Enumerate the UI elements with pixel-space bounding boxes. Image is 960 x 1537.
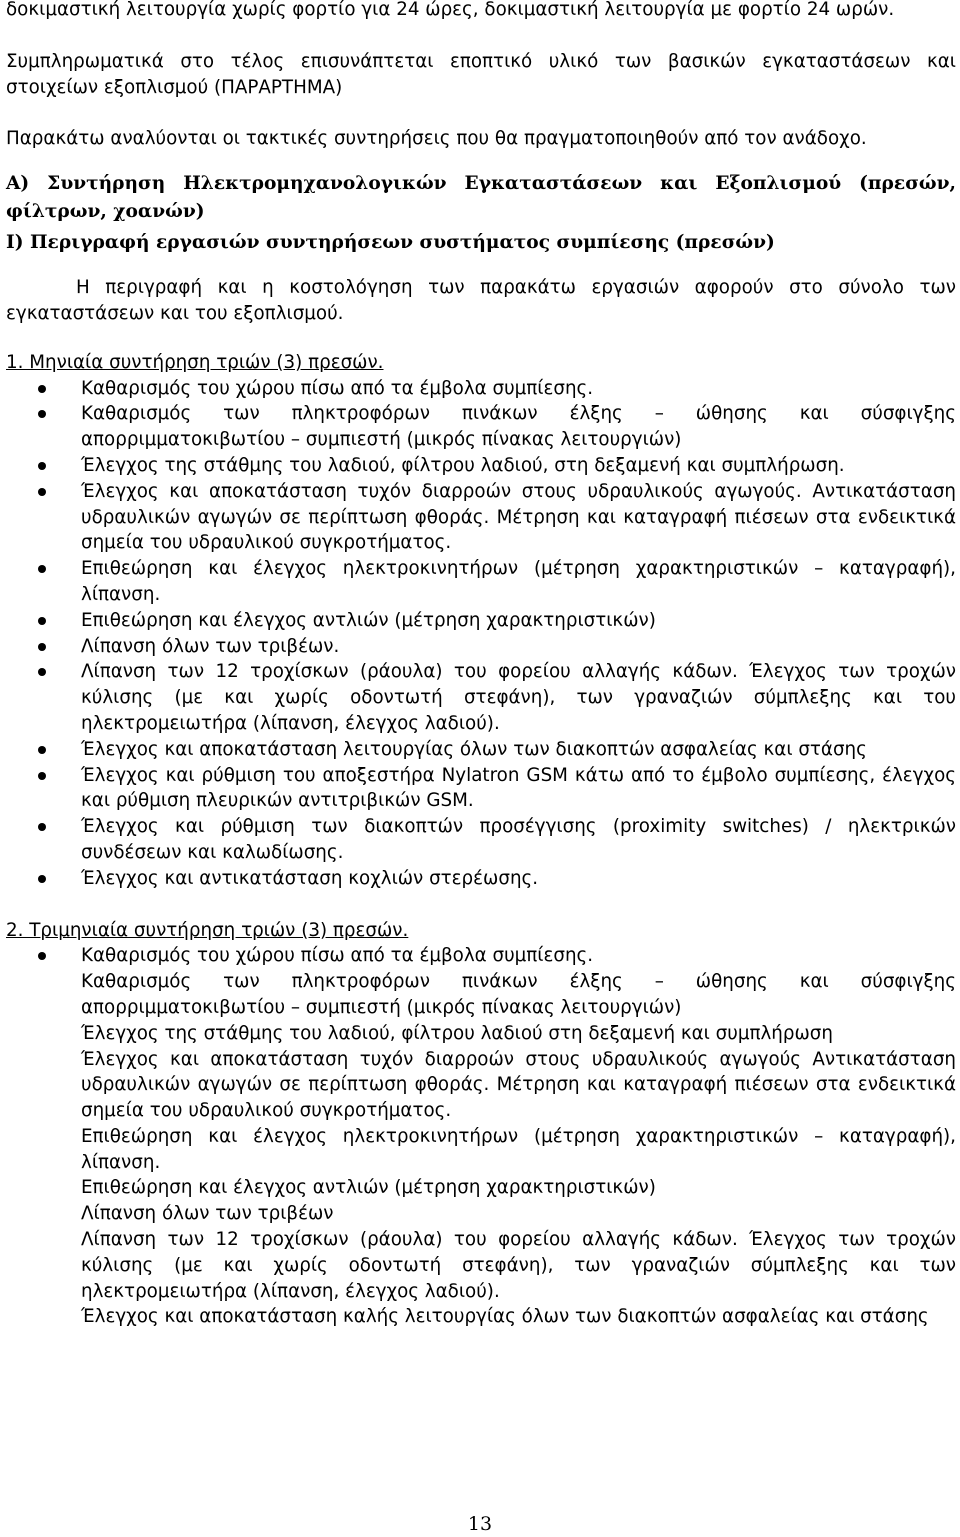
bullet-icon bbox=[38, 462, 46, 470]
bullet-icon bbox=[38, 668, 46, 676]
bullet-icon bbox=[38, 643, 46, 651]
list-item: Έλεγχος της στάθμης του λαδιού, φίλτρου λαδιού, στη δεξαμενή και συμπλήρωση. bbox=[6, 453, 956, 479]
page-number: 13 bbox=[467, 1513, 493, 1535]
list-item: Λίπανση των 12 τροχίσκων (ράουλα) του φορείου αλλαγής κάδων. Έλεγχος των τροχών κύλισης (με και χωρίς οδοντωτή στεφάνη), των γραναζιών σύμπλεξης και των ηλεκτρομειωτήρα (λίπανση, έλεγχος λαδιού). bbox=[81, 1229, 956, 1302]
list-item: Έλεγχος και αποκατάσταση τυχόν διαρροών στους υδραυλικούς αγωγούς Αντικατάσταση υδραυλικών αγωγών σε περίπτωση φθοράς. Μέτρηση και καταγραφή πιέσεων στα ενδεικτικά σημεία του υδραυλικού συγκροτήματος. bbox=[81, 1048, 956, 1122]
list-item: Επιθεώρηση και έλεγχος ηλεκτροκινητήρων (μέτρηση χαρακτηριστικών – καταγραφή), λίπανση. bbox=[6, 556, 956, 608]
bullet-icon bbox=[38, 875, 46, 883]
list-item: Καθαρισμός του χώρου πίσω από τα έμβολα συμπίεσης. bbox=[6, 943, 956, 969]
bullet-icon bbox=[38, 488, 46, 496]
bullet-icon bbox=[38, 385, 46, 393]
bullet-icon bbox=[38, 565, 46, 573]
list-item: Έλεγχος και αποκατάσταση καλής λειτουργίας όλων των διακοπτών ασφαλείας και στάσης bbox=[81, 1306, 929, 1328]
bullet-icon bbox=[38, 746, 46, 754]
bullet-icon bbox=[38, 617, 46, 625]
quarterly-maintenance-list bbox=[6, 943, 956, 1330]
list-item: Λίπανση όλων των τριβέων bbox=[81, 1203, 334, 1225]
list-item: Επιθεώρηση και έλεγχος αντλιών (μέτρηση χαρακτηριστικών) bbox=[81, 1177, 656, 1199]
bullet-icon bbox=[38, 772, 46, 780]
bullet-icon bbox=[38, 410, 46, 418]
list-item: Λίπανση των 12 τροχίσκων (ράουλα) του φορείου αλλαγής κάδων. Έλεγχος των τροχών κύλισης (με και χωρίς οδοντωτή στεφάνη), των γραναζιών σύμπλεξης και του ηλεκτρομειωτήρα (λίπανση, έλεγχος λαδιού). bbox=[6, 659, 956, 736]
list-item: Λίπανση όλων των τριβέων. bbox=[6, 634, 956, 660]
bullet-icon bbox=[38, 823, 46, 831]
intro-paragraph-maintenance: Παρακάτω αναλύονται οι τακτικές συντηρήσεις που θα πραγματοποιηθούν από τον ανάδοχο. bbox=[6, 128, 867, 150]
intro-paragraph-appendix: Συμπληρωματικά στο τέλος επισυνάπτεται εποπτικό υλικό των βασικών εγκαταστάσεων και στοιχείων εξοπλισμού (ΠΑΡΑΡΤΗΜΑ) bbox=[6, 50, 956, 98]
monthly-maintenance-list bbox=[6, 376, 956, 892]
list-item: Επιθεώρηση και έλεγχος ηλεκτροκινητήρων (μέτρηση χαρακτηριστικών – καταγραφή), λίπανση. bbox=[81, 1125, 956, 1173]
list-item: Έλεγχος και αντικατάσταση κοχλιών στερέωσης. bbox=[6, 866, 956, 892]
section-subheading: Ι) Περιγραφή εργασιών συντηρήσεων συστήματος συμπίεσης (πρεσών) bbox=[6, 232, 775, 254]
quarterly-maintenance-title: 2. Τριμηνιαία συντήρηση τριών (3) πρεσών. bbox=[6, 919, 409, 941]
list-item: Έλεγχος της στάθμης του λαδιού, φίλτρου λαδιού στη δεξαμενή και συμπλήρωση bbox=[81, 1022, 833, 1044]
list-item: Καθαρισμός των πληκτροφόρων πινάκων έλξης – ώθησης και σύσφιγξης απορριμματοκιβωτίου – συμπιεστή (μικρός πίνακας λειτουργιών) bbox=[81, 971, 956, 1018]
list-item: Έλεγχος και ρύθμιση του αποξεστήρα Nylatron GSM κάτω από το έμβολο συμπίεσης, έλεγχος και ρύθμιση πλευρικών αντιτριβικών GSM. bbox=[6, 763, 956, 815]
list-item: Καθαρισμός των πληκτροφόρων πινάκων έλξης – ώθησης και σύσφιγξης απορριμματοκιβωτίου – συμπιεστή (μικρός πίνακας λειτουργιών) bbox=[6, 401, 956, 453]
list-item: Έλεγχος και αποκατάσταση τυχόν διαρροών στους υδραυλικούς αγωγούς. Αντικατάσταση υδραυλικών αγωγών σε περίπτωση φθοράς. Μέτρηση και καταγραφή πιέσεων στα ενδεικτικά σημεία του υδραυλικού συγκροτήματος. bbox=[6, 479, 956, 556]
section-description: Η περιγραφή και η κοστολόγηση των παρακάτω εργασιών αφορούν στο σύνολο των εγκαταστάσεων και του εξοπλισμού. bbox=[6, 277, 956, 324]
list-item: Επιθεώρηση και έλεγχος αντλιών (μέτρηση χαρακτηριστικών) bbox=[6, 608, 956, 634]
section-heading: Α) Συντήρηση Ηλεκτρομηχανολογικών Εγκαταστάσεων και Εξοπλισμού (πρεσών, φίλτρων, χοανών) bbox=[6, 173, 956, 223]
list-item: Έλεγχος και αποκατάσταση λειτουργίας όλων των διακοπτών ασφαλείας και στάσης bbox=[6, 737, 956, 763]
list-item: Έλεγχος και ρύθμιση των διακοπτών προσέγγισης (proximity switches) / ηλεκτρικών συνδέσεων και καλωδίωσης. bbox=[6, 814, 956, 866]
document-page bbox=[6, 0, 956, 1330]
list-item: Καθαρισμός του χώρου πίσω από τα έμβολα συμπίεσης. bbox=[6, 376, 956, 402]
bullet-icon bbox=[38, 952, 46, 960]
intro-paragraph-test-operation: δοκιμαστική λειτουργία χωρίς φορτίο για 24 ώρες, δοκιμαστική λειτουργία με φορτίο 24 ωρών. bbox=[6, 0, 895, 20]
monthly-maintenance-title: 1. Μηνιαία συντήρηση τριών (3) πρεσών. bbox=[6, 351, 384, 373]
